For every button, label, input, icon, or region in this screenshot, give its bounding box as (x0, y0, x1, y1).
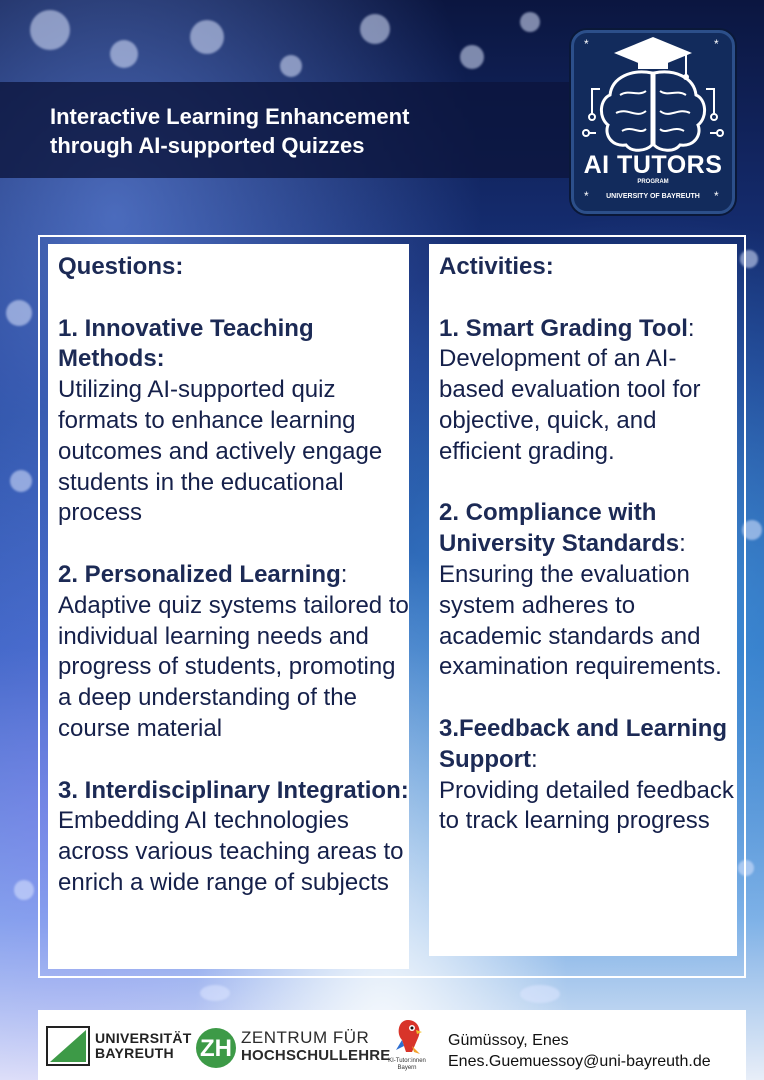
logo-subtitle: PROGRAM (637, 179, 669, 185)
questions-heading: Questions: (58, 253, 184, 280)
university-name: UNIVERSITÄT BAYREUTH (95, 1030, 192, 1061)
star-icon: * (584, 37, 589, 51)
question-item-1: 1. Innovative Teaching Methods: Utilizing AI-supported quiz formats to enhance learning outcomes and actively engage students in the educational process (58, 314, 383, 527)
ki-tutor-region: Bayern (397, 1065, 417, 1071)
activities-column (429, 244, 737, 956)
questions-column (48, 244, 409, 969)
star-icon: * (584, 189, 589, 203)
star-icon: * (714, 37, 719, 51)
zentrum-hochschullehre-logo-icon (194, 1026, 238, 1070)
author-name: Gümüssoy, Enes (448, 1032, 569, 1049)
activity-item-1: 1. Smart Grading Tool: Development of an AI-based evaluation tool for objective, quick, and efficient grading. (439, 314, 701, 465)
activities-heading: Activities: (439, 253, 554, 280)
question-item-2: 2. Personalized Learning: Adaptive quiz systems tailored to individual learning needs and progress of students, promoting a deep understanding of the course material (58, 560, 409, 742)
activity-item-3: 3.Feedback and Learning Support: Providing detailed feedback to track learning progress (439, 714, 734, 835)
star-icon: * (714, 189, 719, 203)
ai-tutors-logo (571, 30, 735, 214)
activity-item-2: 2. Compliance with University Standards: Ensuring the evaluation system adheres to academic standards and examination requirements. (439, 499, 722, 681)
footer (38, 1010, 746, 1080)
logo-name: AI TUTORS (583, 151, 723, 179)
ki-tutor-parrot-logo-icon (388, 1016, 428, 1058)
zfh-name-line1: ZENTRUM FÜR (241, 1028, 370, 1047)
logo-institution: UNIVERSITY OF BAYREUTH (606, 193, 700, 200)
page-title: Interactive Learning Enhancement through AI-supported Quizzes (50, 104, 410, 158)
title-band (0, 82, 600, 178)
zfh-name-line2: HOCHSCHULLEHRE (241, 1047, 391, 1064)
author-email[interactable]: Enes.Guemuessoy@uni-bayreuth.de (448, 1053, 711, 1070)
ki-tutor-label: KI-Tutor:innen (388, 1058, 426, 1064)
university-bayreuth-logo-icon (46, 1026, 90, 1066)
question-item-3: 3. Interdisciplinary Integration: Embedding AI technologies across various teaching areas to enrich a wide range of subjects (58, 776, 409, 896)
svg-text:ZH: ZH (200, 1035, 232, 1062)
